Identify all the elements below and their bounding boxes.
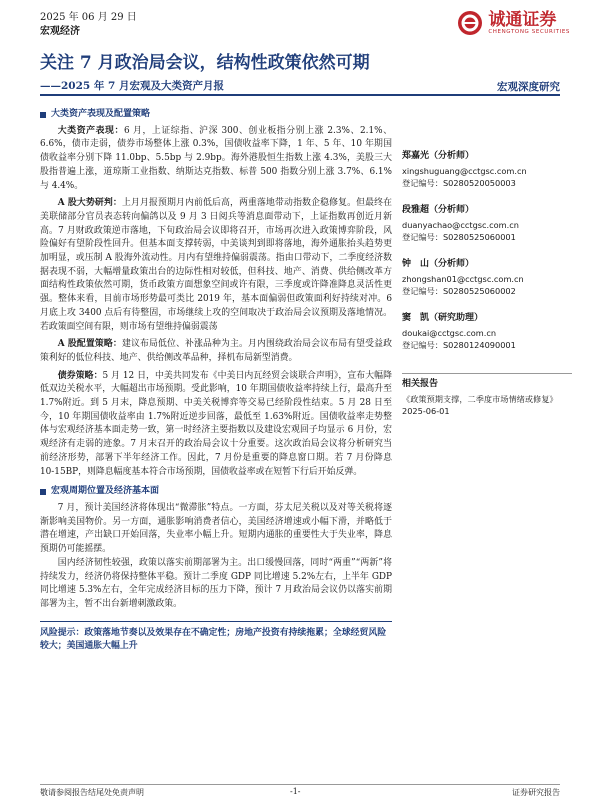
analyst-name: 郑嘉光（分析师） bbox=[402, 151, 475, 161]
paragraph-text: 5 月 12 日，中美共同发布《中美日内瓦经贸会谈联合声明》，宣布大幅降低双边关税水平，大幅超出市场预期。受此影响，10 年期国债收益率持续上行，最高升至 1.7%附近。到 5 月末，降息预期、中美关税博弈等交易已经阶段性结束。5 月 28 日至今，10 年期国债收益率由 1.7%附近逆步回落，最低至 1.63%附近。国债收益率走势整体与宏观经济基本面走势一致，第一时经济主要指数以及建设宏观回子均显示 6 月份，宏观经济有走弱的迹象。7 月末召开的政治局会议十分重要。这次政治局会议将分析研究当前经济形势，部署下半年经济工作。因此，7 月份是重要的降息窗口期。若 7 月份降息 10-15BP，则降息幅度基本符合市场预期，国债收益率或在短暂下行后开始反弹。 bbox=[40, 370, 392, 477]
section-heading-macro bbox=[40, 485, 392, 499]
analyst-card bbox=[402, 150, 572, 189]
sidebar bbox=[402, 150, 572, 417]
analyst-email[interactable]: zhongshan01@cctgsc.com.cn bbox=[402, 274, 524, 284]
analyst-email[interactable]: duanyachao@cctgsc.com.cn bbox=[402, 220, 519, 230]
paragraph-asset-performance bbox=[40, 125, 392, 194]
paragraph-bond-strategy bbox=[40, 370, 392, 480]
paragraph-label: 债券策略： bbox=[57, 370, 103, 381]
main-content bbox=[40, 106, 392, 654]
page-number: -1- bbox=[290, 787, 301, 796]
section-heading-assets bbox=[40, 108, 392, 122]
paragraph-a-share-outlook bbox=[40, 197, 392, 334]
analyst-email[interactable]: doukai@cctgsc.com.cn bbox=[402, 328, 497, 338]
logo-english-name: CHENGTONG SECURITIES bbox=[488, 29, 570, 35]
analyst-cert: 登记编号：S0280520050003 bbox=[402, 178, 516, 188]
paragraph-label: A 股大势研判： bbox=[57, 198, 122, 209]
footer-label: 证券研究报告 bbox=[512, 788, 560, 797]
logo-name: 诚通证券 bbox=[488, 10, 557, 30]
header-divider bbox=[40, 94, 560, 96]
report-type: 宏观深度研究 bbox=[497, 81, 560, 93]
paragraph-china-economy: 国内经济韧性较强，政策以落实前期部署为主。出口缓慢回落，同时“两重”“两新”将持续发力，经济仍将保持整体平稳。预计二季度 GDP 同比增速 5.2%左右，上半年 GDP 同比增速 5.3%左右，全年完成经济目标的压力下降，预计 7 月政治局会议仍以落实前期部署为主，暂不出台新增刺激政策。 bbox=[40, 557, 392, 609]
paragraph-text: 建议布局低位、补涨品种为主。月内围绕政治局会议布局有望受益政策利好的低位科技、地产、供给侧改革品种，择机布局新型消费。 bbox=[40, 339, 393, 363]
section-heading-text: 大类资产表现及配置策略 bbox=[51, 109, 151, 119]
page-footer bbox=[40, 784, 560, 797]
risk-warning: 风险提示：政策落地节奏以及效果存在不确定性；房地产投资有持续拖累；全球经贸风险较大；美国通胀大幅上升 bbox=[40, 621, 392, 654]
paragraph-text: 上月月报预期月内前低后高，两重落地带动指数企稳修复。但最终在美联储部分官员表态转向偏鸽以及 9 月 3 日阅兵等消息面带动下，上证指数再创近月新高。7 月财政政策逆市落地，下旬政治局会议即将召开，市场再次进入政策博弈阶段，风险偏好有望阶段性回升。但基本面支撑转弱，中美谈判到即将落地，海外通胀抬头趋势更加明显，或压制 A 股海外流动性。月内有望维持偏弱震荡。指由口带动下，二季度经济数据表现不弱，大幅增量政策出台的边际性相对较低，但科技、地产、消费、供给侧改革方面结构性政策依然可期，货币政策方面想象空间或许有限，三季度或许降准降息灵活性更强。整体来看，目前市场形势最可类比 2019 年，基本面偏弱但政策面利好持续对冲。6 月底上攻 3400 点后有待整固，市场继续上攻的空间取决于政治局会议预期及落地情况。若政策面空间有限，则市场有望维持偏弱震荡 bbox=[40, 198, 393, 332]
analyst-card bbox=[402, 258, 572, 297]
paragraph-text: 6 月，上证综指、沪深 300、创业板指分别上涨 2.3%、2.1%、6.6%，债市走弱，债券市场整体上涨 0.3%，国债收益率下降，1 年、5 年、10 年期国债收益率分别下降 11.0bp、5.5bp 与 2.9bp。海外港股恒生指数上涨 4.3%，美股三大股指普遍上涨，道琼斯工业指数、纳斯达克指数、标普 500 指数分别上涨 3.7%、6.1%与 4.4%。 bbox=[40, 125, 392, 191]
analyst-cert: 登记编号：S0280525060001 bbox=[402, 232, 516, 242]
analyst-name: 段雅超（分析师） bbox=[402, 205, 475, 215]
paragraph-a-share-strategy bbox=[40, 338, 392, 365]
analyst-name: 窦 凯（研究助理） bbox=[402, 313, 484, 323]
page-title: 关注 7 月政治局会议，结构性政策依然可期 bbox=[40, 53, 370, 73]
analyst-card bbox=[402, 312, 572, 351]
square-bullet-icon bbox=[40, 489, 46, 495]
logo-emblem-icon bbox=[457, 10, 483, 36]
analyst-cert: 登记编号：S0280124090001 bbox=[402, 340, 516, 350]
report-date: 2025 年 06 月 29 日 bbox=[40, 12, 137, 23]
section-heading-text: 宏观周期位置及经济基本面 bbox=[51, 486, 160, 497]
analyst-name: 钟 山（分析师） bbox=[402, 259, 475, 269]
paragraph-us-economy: 7 月，预计美国经济将体现出“微滞胀”特点。一方面，芬太尼关税以及对等关税将逐渐影响美国物价。另一方面，通胀影响消费者信心，美国经济增速或小幅下滑，并略低于潜在增速，产出缺口开始回落，失业率小幅上升。短期内通胀的重要性大于失业率，降息预期仍可能摇摆。 bbox=[40, 502, 392, 555]
report-category: 宏观经济 bbox=[40, 26, 80, 37]
analyst-email[interactable]: xingshuguang@cctgsc.com.cn bbox=[402, 166, 527, 176]
company-logo bbox=[457, 10, 570, 36]
page-subtitle: ——2025 年 7 月宏观及大类资产月报 bbox=[40, 80, 224, 92]
paragraph-label: 大类资产表现： bbox=[57, 125, 124, 136]
footer-disclaimer: 敬请参阅报告结尾处免责声明 bbox=[40, 788, 144, 797]
related-report-link[interactable]: 《政策预期支撑，二季度市场情绪或修复》2025-06-01 bbox=[402, 394, 558, 416]
paragraph-label: A 股配置策略： bbox=[57, 339, 122, 350]
analyst-cert: 登记编号：S0280525060002 bbox=[402, 286, 516, 296]
related-reports-heading: 相关报告 bbox=[402, 373, 572, 390]
square-bullet-icon bbox=[40, 112, 46, 118]
analyst-card bbox=[402, 204, 572, 243]
